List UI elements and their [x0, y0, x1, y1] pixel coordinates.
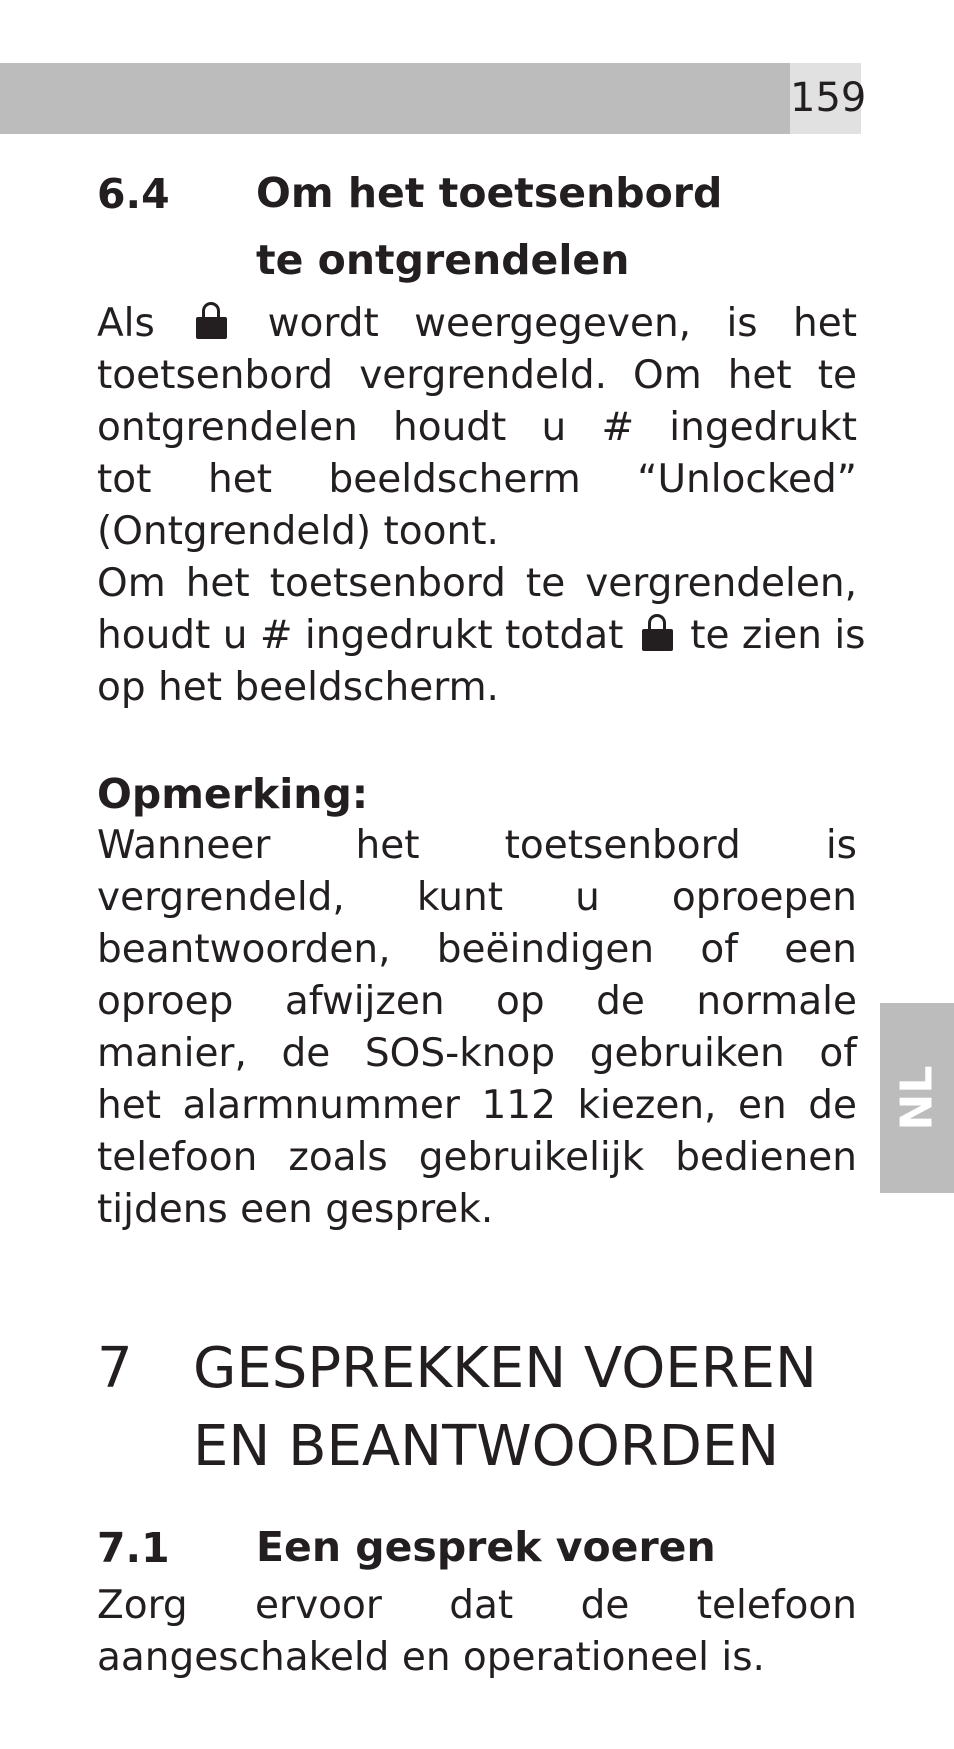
text-line: beantwoorden, beëindigen of een [97, 927, 857, 972]
paragraph-make-call [97, 1580, 857, 1684]
paragraph-unlock [97, 298, 857, 558]
header-bar [0, 63, 790, 134]
section-number: 7.1 [97, 1524, 170, 1572]
text-line: Als wordt weergegeven, is het [97, 301, 857, 346]
text-line: tot het beeldscherm “Unlocked” [97, 457, 857, 502]
text-line: aangeschakeld en operationeel is. [97, 1635, 765, 1680]
note-heading: Opmerking: [97, 770, 369, 818]
text-line: Zorg ervoor dat de telefoon [97, 1583, 857, 1628]
language-tab [880, 1003, 954, 1193]
text-line: vergrendeld, kunt u oproepen [97, 875, 857, 920]
chapter-title [193, 1330, 873, 1486]
page-number: 159 [790, 63, 861, 134]
text-line: (Ontgrendeld) toont. [97, 509, 499, 554]
text-line: manier, de SOS-knop gebruiken of [97, 1031, 857, 1076]
text-line: toetsenbord vergrendeld. Om het te [97, 353, 857, 398]
text-line: tijdens een gesprek. [97, 1187, 494, 1232]
text-line: houdt u # ingedrukt totdat te zien is [97, 613, 866, 658]
text-line: oproep afwijzen op de normale [97, 979, 857, 1024]
language-tab-label: NL [891, 1065, 943, 1131]
lock-icon [642, 614, 672, 652]
text-line: Om het toetsenbord te vergrendelen, [97, 561, 857, 606]
paragraph-lock [97, 558, 866, 714]
text-line: telefoon zoals gebruikelijk bedienen [97, 1135, 857, 1180]
chapter-number: 7 [97, 1336, 133, 1401]
section-number: 6.4 [97, 170, 170, 218]
section-title: Een gesprek voeren [256, 1523, 716, 1571]
text-line: op het beeldscherm. [97, 665, 499, 710]
section-title-line: Om het toetsenbord [256, 169, 723, 217]
text-line: ontgrendelen houdt u # ingedrukt [97, 405, 857, 450]
section-title [256, 160, 876, 294]
text-line: Wanneer het toetsenbord is [97, 823, 857, 868]
chapter-title-line: GESPREKKEN VOEREN [193, 1336, 817, 1401]
lock-icon [196, 302, 226, 340]
text-line: het alarmnummer 112 kiezen, en de [97, 1083, 857, 1128]
chapter-title-line: EN BEANTWOORDEN [193, 1414, 780, 1479]
section-title-line: te ontgrendelen [256, 236, 630, 284]
note-paragraph [97, 820, 857, 1236]
